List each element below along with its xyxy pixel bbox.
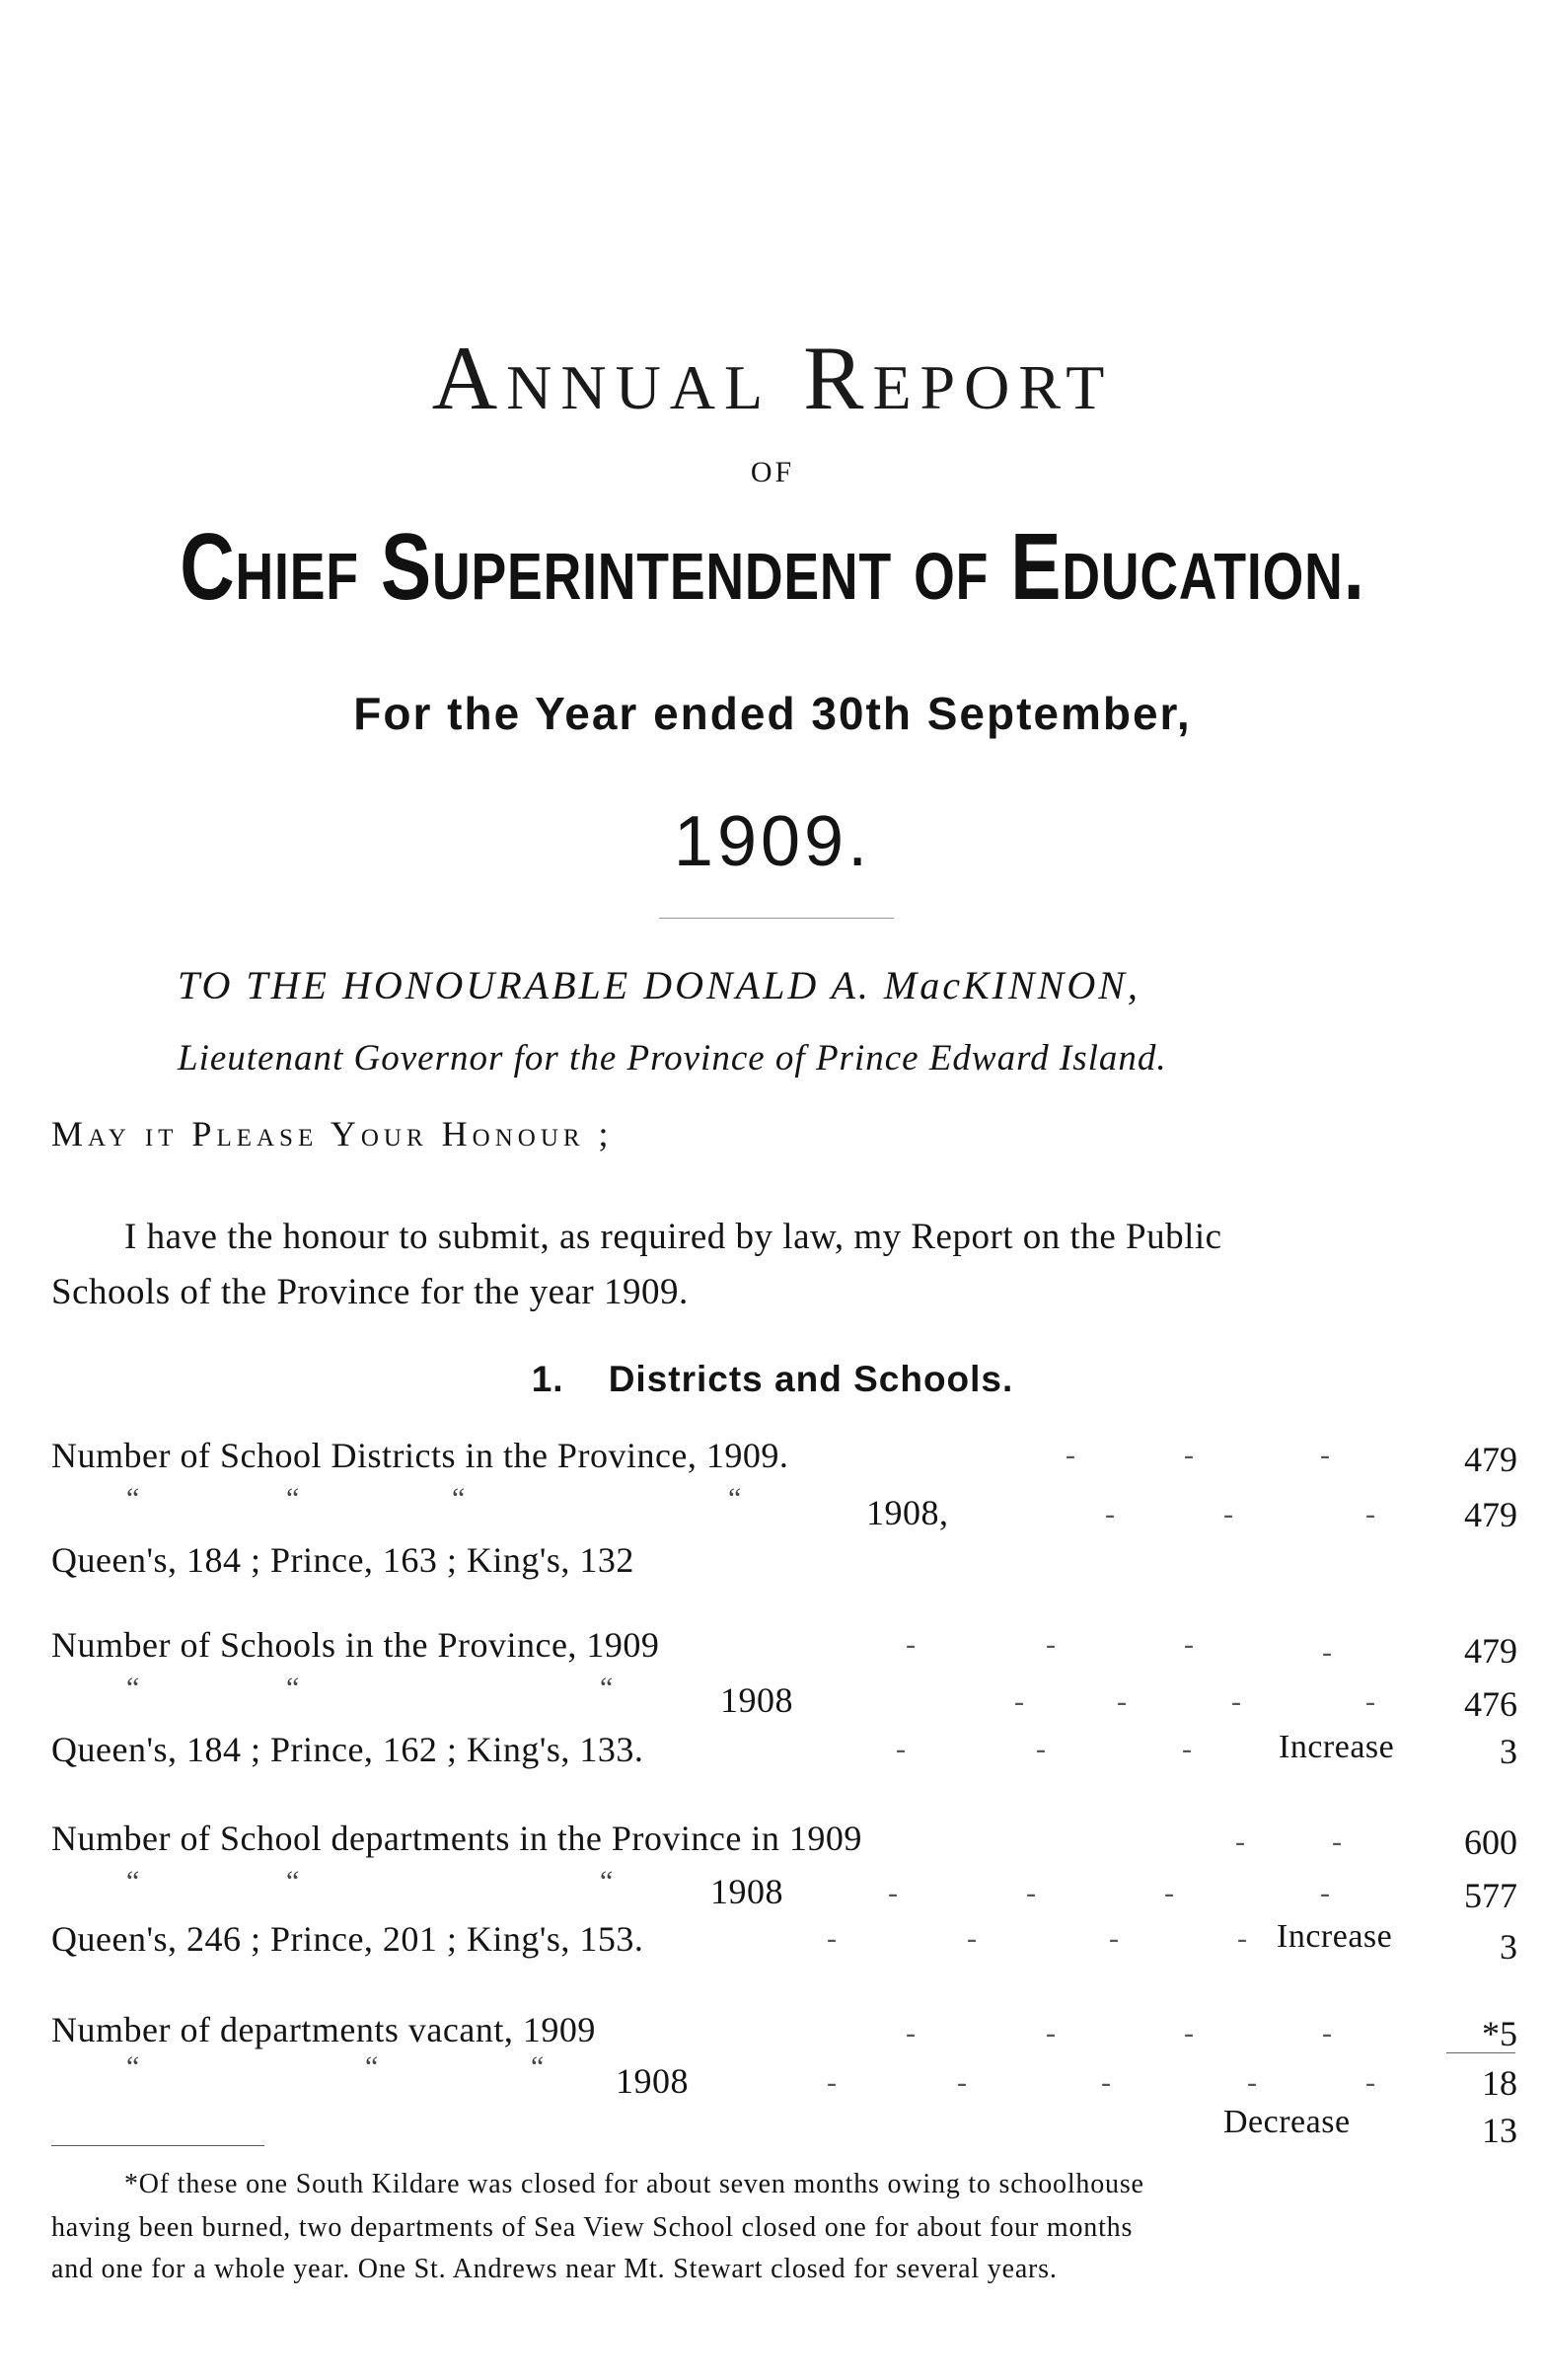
departments-row-1908-year: 1908 [710,1872,783,1911]
ditto-mark: “ [600,1865,614,1897]
leader-dash: - [827,1922,837,1955]
report-year: 1909. [673,802,872,881]
intro-line-2: Schools of the Province for the year 1909. [51,1272,689,1312]
leader-dash: - [888,1877,898,1909]
salutation: May it Please Your Honour ; [51,1114,614,1153]
leader-dash: - [1164,1877,1174,1909]
leader-dash: - [1036,1733,1046,1765]
ditto-mark: “ [126,1672,140,1704]
vacant-change-label: Decrease [1223,2104,1351,2140]
leader-dash: - [1322,2017,1332,2049]
leader-dash: - [1320,1439,1330,1471]
leader-dash: - [1365,2066,1375,2099]
leader-dash: - [1235,1825,1245,1858]
leader-dash: - [1046,2017,1056,2049]
report-period: For the Year ended 30th September, [353,688,1192,739]
leader-dash: - [1101,2066,1111,2099]
districts-row-1908-year: 1908, [866,1493,949,1532]
ditto-mark: “ [126,1482,140,1515]
departments-row-1909-label: Number of School departments in the Province in 1909 [51,1819,862,1858]
office-title: Chief Superintendent of Education. [180,514,1365,620]
leader-dash: - [1026,1877,1036,1909]
leader-dash: - [1365,1498,1375,1530]
leader-dash: - [1046,1628,1056,1661]
leader-dash: - [1332,1825,1342,1858]
footnote-line-1: *Of these one South Kildare was closed for about seven months owing to schoolhouse [124,2169,1144,2199]
leader-dash: - [1237,1922,1247,1955]
leader-dash: - [1105,1498,1115,1530]
leader-dash: - [896,1733,906,1765]
leader-dash: - [906,2017,916,2049]
vacant-1908-value: 18 [1482,2063,1517,2103]
schools-row-1908-year: 1908 [720,1680,793,1720]
addressee-title: Lieutenant Governor for the Province of Prince Edward Island. [178,1038,1167,1078]
footnote-divider [51,2145,264,2146]
leader-dash: - [1223,1498,1233,1530]
schools-change-label: Increase [1279,1729,1395,1765]
districts-county-breakdown: Queen's, 184 ; Prince, 163 ; King's, 132 [51,1540,634,1580]
report-title: Annual Report [431,328,1114,428]
leader-dash: - [1231,1685,1241,1718]
schools-row-1909-label: Number of Schools in the Province, 1909 [51,1625,660,1665]
leader-dash: - [1365,1685,1375,1718]
intro-line-1: I have the honour to submit, as required by law, my Report on the Public [124,1217,1222,1257]
section-heading [0,1359,1545,1400]
schools-1909-value: 479 [1464,1631,1517,1671]
leader-dash: - [1184,2017,1194,2049]
title-divider [659,918,894,919]
leader-dash: - [967,1922,977,1955]
ditto-mark: “ [365,2050,379,2083]
leader-dash: - [1066,1439,1075,1471]
districts-1908-value: 479 [1464,1495,1517,1534]
section-title: Districts and Schools. [608,1359,1014,1399]
departments-1909-value: 600 [1464,1822,1517,1862]
vacant-change-value: 13 [1482,2111,1517,2150]
leader-dash: - [1109,1922,1119,1955]
districts-row-1909-label: Number of School Districts in the Province, 1909. [51,1436,789,1475]
leader-dash: - [1247,2066,1257,2099]
leader-dash: - [906,1628,916,1661]
leader-dash: - [827,2066,837,2099]
vacant-row-1908-year: 1908 [616,2061,689,2101]
addressee-name: TO THE HONOURABLE DONALD A. MacKINNON, [178,963,1140,1007]
leader-dash: - [1014,1685,1024,1718]
leader-dash: - [1184,1439,1194,1471]
vacant-row-1909-label: Number of departments vacant, 1909 [51,2010,596,2049]
leader-dash: - [1320,1877,1330,1909]
vacant-1909-value: *5 [1482,2014,1517,2053]
schools-county-breakdown: Queen's, 184 ; Prince, 162 ; King's, 133. [51,1730,644,1769]
footnote-line-3: and one for a whole year. One St. Andrews near Mt. Stewart closed for several years. [51,2254,1058,2284]
schools-change-value: 3 [1500,1732,1517,1771]
ditto-mark: “ [531,2050,545,2083]
ditto-mark: “ [600,1672,614,1704]
schools-1908-value: 476 [1464,1684,1517,1724]
departments-change-label: Increase [1277,1918,1393,1955]
ditto-mark: “ [452,1482,466,1515]
ditto-mark: “ [286,1672,300,1704]
leader-dash: - [957,2066,967,2099]
leader-dash: - [1117,1685,1127,1718]
ditto-mark: “ [126,1865,140,1897]
leader-dash: - [1322,1636,1332,1669]
leader-dash: - [1184,1628,1194,1661]
sum-rule [1446,2052,1515,2053]
districts-1909-value: 479 [1464,1440,1517,1479]
departments-1908-value: 577 [1464,1876,1517,1915]
departments-change-value: 3 [1500,1927,1517,1967]
ditto-mark: “ [728,1482,742,1515]
ditto-mark: “ [286,1482,300,1515]
title-connector: OF [750,456,795,488]
departments-county-breakdown: Queen's, 246 ; Prince, 201 ; King's, 153. [51,1919,644,1959]
section-number: 1. [531,1359,564,1399]
ditto-mark: “ [286,1865,300,1897]
footnote-line-2: having been burned, two departments of Sea View School closed one for about four months [51,2212,1134,2243]
ditto-mark: “ [126,2050,140,2083]
leader-dash: - [1182,1733,1192,1765]
